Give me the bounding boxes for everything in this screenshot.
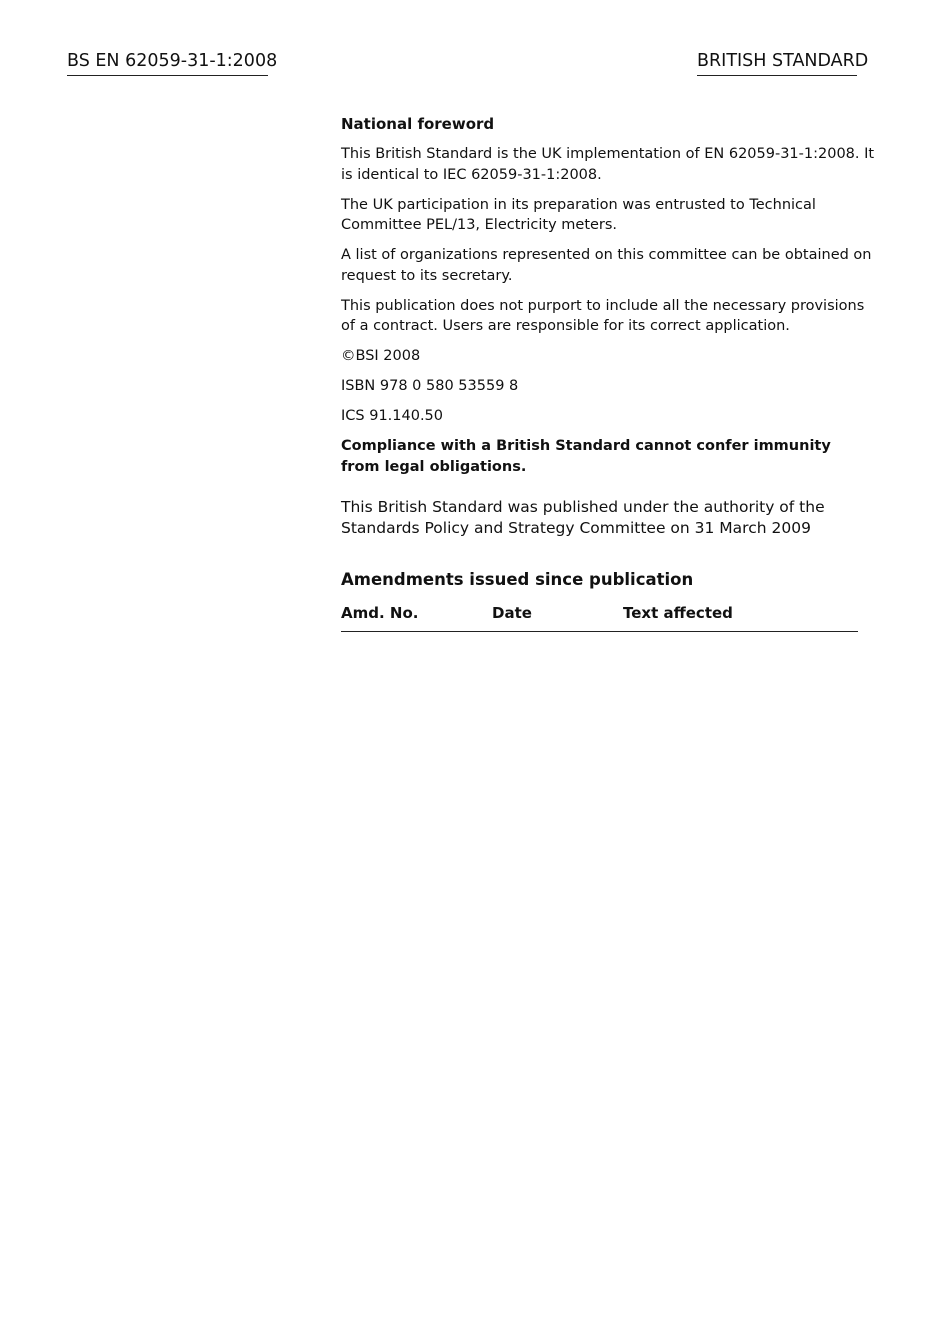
amendments-header-row — [341, 603, 858, 631]
foreword-paragraph: This publication does not purport to include all the necessary provisions of a contract. Users are responsible for its correct application. — [341, 297, 865, 334]
series-title: BRITISH STANDARD — [697, 50, 857, 76]
column-header-date: Date — [492, 603, 623, 631]
foreword-title: National foreword — [341, 115, 495, 133]
amendments-title: Amendments issued since publication — [341, 570, 694, 589]
foreword-paragraph: The UK participation in its preparation was entrusted to Technical Committee PEL/13, Electricity meters. — [341, 196, 816, 233]
ics-line: ICS 91.140.50 — [341, 408, 444, 424]
column-header-text-affected: Text affected — [623, 603, 858, 631]
document-number: BS EN 62059-31-1:2008 — [67, 50, 268, 76]
national-foreword-section — [341, 113, 881, 632]
publication-note: This British Standard was published under the authority of the Standards Policy and Strategy Committee on 31 March 2009 — [341, 498, 825, 537]
foreword-paragraph: This British Standard is the UK implementation of EN 62059-31-1:2008. It is identical to IEC 62059-31-1:2008. — [341, 146, 875, 183]
foreword-paragraph: A list of organizations represented on this committee can be obtained on request to its secretary. — [341, 247, 872, 284]
column-header-amd-no: Amd. No. — [341, 603, 492, 631]
compliance-note: Compliance with a British Standard cannot confer immunity from legal obligations. — [341, 438, 831, 475]
copyright-line: ©BSI 2008 — [341, 348, 421, 364]
amendments-table — [341, 603, 858, 632]
isbn-line: ISBN 978 0 580 53559 8 — [341, 378, 519, 394]
